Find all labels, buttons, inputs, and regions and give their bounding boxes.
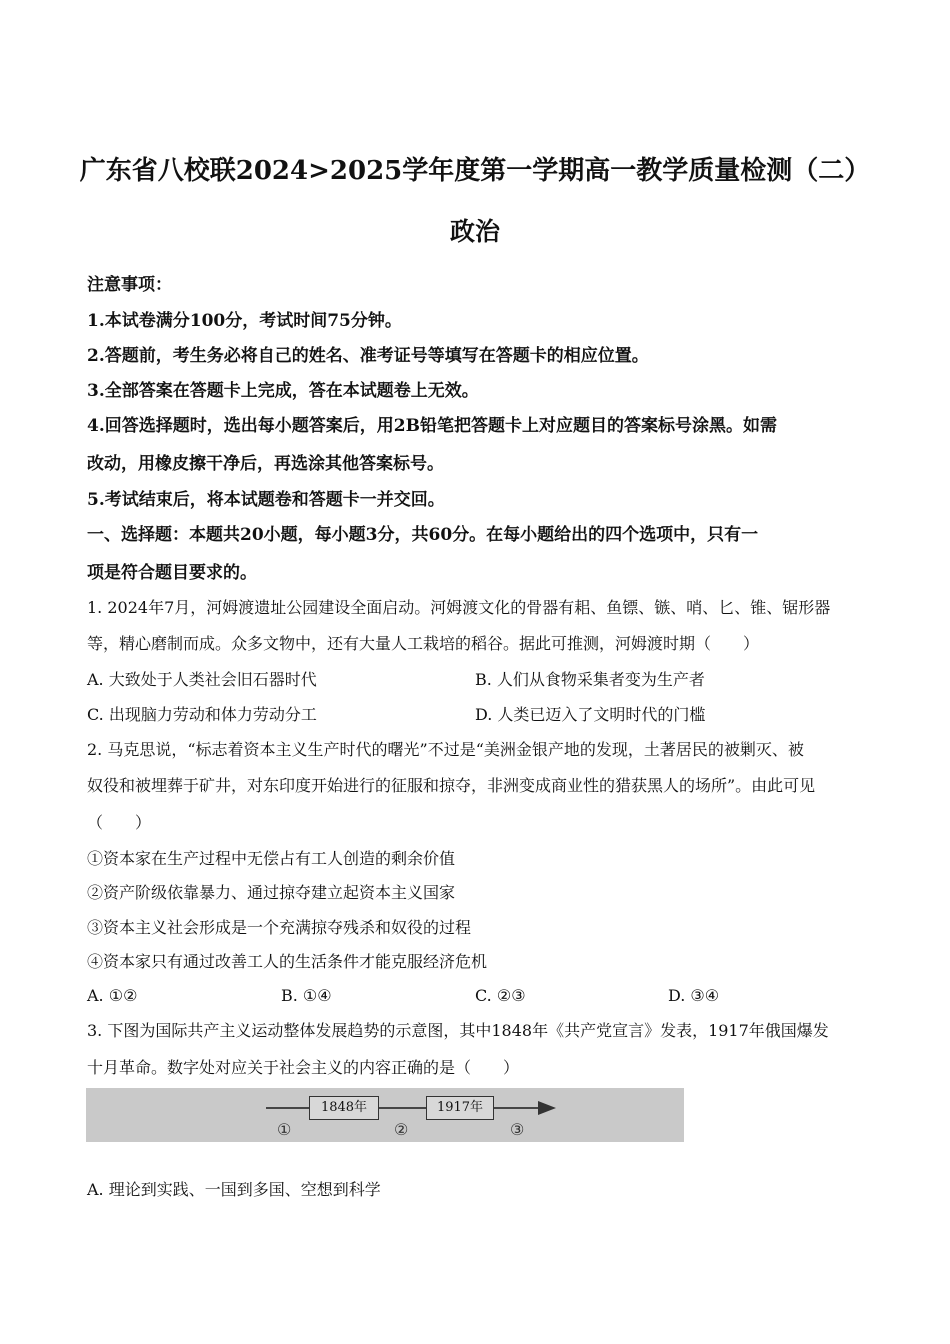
section-heading-cont: 项是符合题目要求的。 — [87, 563, 257, 583]
question-2-stem-cont: 奴役和被埋葬于矿井，对东印度开始进行的征服和掠夺，非洲变成商业性的猎获黑人的场所”。由此可见 — [87, 776, 816, 795]
notice-item: 4.回答选择题时，选出每小题答案后，用2B铅笔把答题卡上对应题目的答案标号涂黑。如需 — [87, 416, 777, 436]
question-1-stem: 1. 2024年7月，河姆渡遗址公园建设全面启动。河姆渡文化的骨器有耜、鱼镖、镞、哨、匕、锥、锯形器 — [87, 598, 831, 617]
question-3-option-a[interactable]: A. 理论到实践、一国到多国、空想到科学 — [87, 1180, 381, 1199]
question-1-option-a[interactable]: A. 大致处于人类社会旧石器时代 — [87, 670, 317, 689]
notice-item: 1.本试卷满分100分，考试时间75分钟。 — [87, 311, 402, 331]
question-2-option-c[interactable]: C. ②③ — [475, 986, 526, 1005]
timeline-box-1917: 1917年 — [426, 1096, 494, 1120]
question-3-stem: 3. 下图为国际共产主义运动整体发展趋势的示意图，其中1848年《共产党宣言》发表，1917年俄国爆发 — [87, 1021, 829, 1040]
timeline-arrow — [86, 1088, 684, 1142]
section-heading: 一、选择题：本题共20小题，每小题3分，共60分。在每小题给出的四个选项中，只有一 — [87, 525, 759, 545]
question-2-option-d[interactable]: D. ③④ — [668, 986, 720, 1005]
question-2-stem: 2. 马克思说，“标志着资本主义生产时代的曙光”不过是“美洲金银产地的发现，土著居民的被剿灭、被 — [87, 740, 804, 759]
notice-heading: 注意事项： — [87, 275, 172, 295]
question-3-stem-cont: 十月革命。数字处对应关于社会主义的内容正确的是（ ） — [87, 1058, 520, 1077]
timeline-figure — [86, 1088, 684, 1142]
question-1-option-c[interactable]: C. 出现脑力劳动和体力劳动分工 — [87, 705, 317, 724]
question-1-option-d[interactable]: D. 人类已迈入了文明时代的门槛 — [475, 705, 706, 724]
timeline-box-1848: 1848年 — [309, 1096, 379, 1120]
timeline-mark-3: ③ — [510, 1120, 525, 1139]
subject-title: 政治 — [449, 217, 500, 246]
timeline-mark-2: ② — [394, 1120, 409, 1139]
question-2-statement: ④资本家只有通过改善工人的生活条件才能克服经济危机 — [87, 952, 488, 971]
question-2-statement: ③资本主义社会形成是一个充满掠夺残杀和奴役的过程 — [87, 918, 472, 937]
question-1-option-b[interactable]: B. 人们从食物采集者变为生产者 — [475, 670, 705, 689]
question-1-stem-cont: 等，精心磨制而成。众多文物中，还有大量人工栽培的稻谷。据此可推测，河姆渡时期（ ） — [87, 634, 760, 653]
timeline-mark-1: ① — [277, 1120, 292, 1139]
question-2-statement: ②资产阶级依靠暴力、通过掠夺建立起资本主义国家 — [87, 883, 456, 902]
question-2-bracket: （ ） — [87, 813, 152, 832]
notice-item: 改动，用橡皮擦干净后，再选涂其他答案标号。 — [87, 454, 444, 474]
question-2-option-b[interactable]: B. ①④ — [281, 986, 332, 1005]
question-2-option-a[interactable]: A. ①② — [87, 986, 138, 1005]
question-2-statement: ①资本家在生产过程中无偿占有工人创造的剩余价值 — [87, 849, 456, 868]
notice-item: 2.答题前，考生务必将自己的姓名、准考证号等填写在答题卡的相应位置。 — [87, 346, 649, 366]
exam-title: 广东省八校联2024>2025学年度第一学期高一教学质量检测（二） — [79, 156, 871, 186]
notice-item: 5.考试结束后，将本试题卷和答题卡一并交回。 — [87, 490, 445, 510]
notice-item: 3.全部答案在答题卡上完成，答在本试题卷上无效。 — [87, 381, 479, 401]
